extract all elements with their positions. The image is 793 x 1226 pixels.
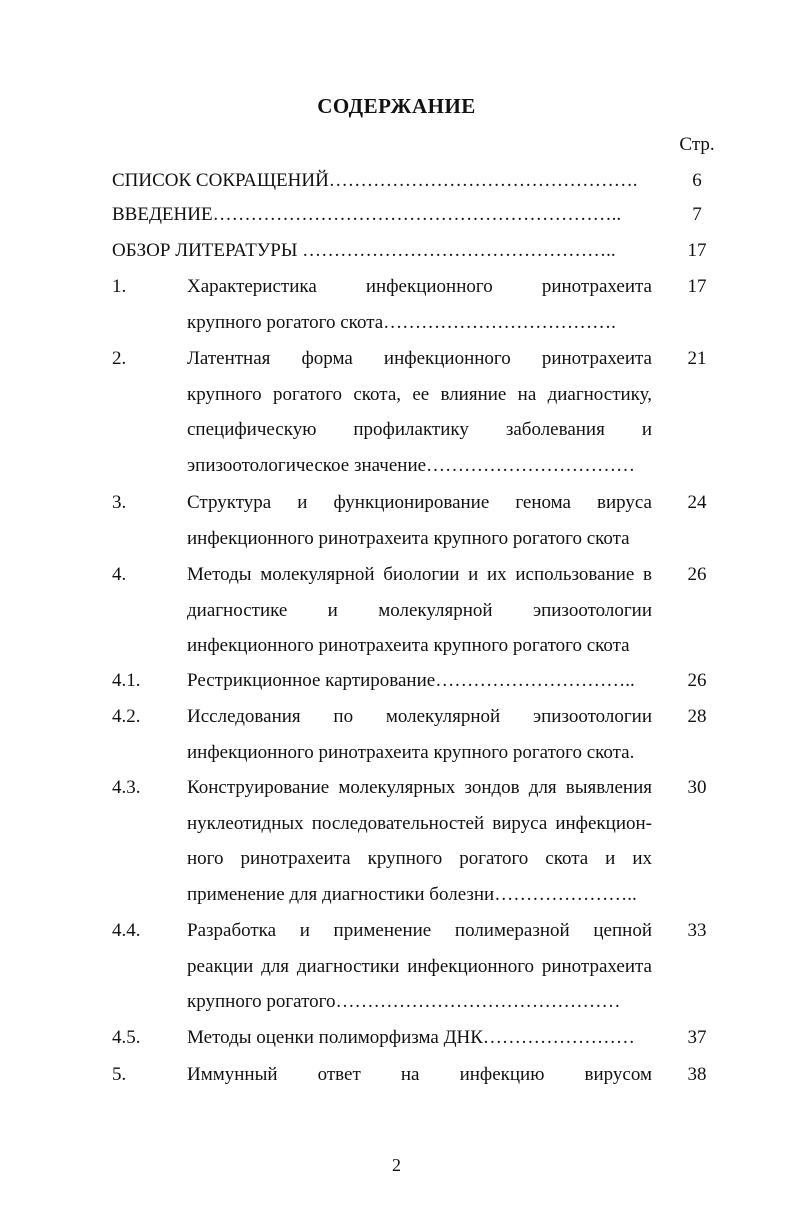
toc-entry-line[interactable]: Иммунный ответ на инфекцию вирусом — [187, 1064, 652, 1085]
pages-column-label: Стр. — [679, 134, 715, 155]
toc-page-number: 28 — [687, 706, 707, 727]
toc-page-number: 38 — [687, 1064, 707, 1085]
toc-page-number: 26 — [687, 670, 707, 691]
toc-entry-number: 3. — [112, 492, 127, 513]
toc-page-number: 6 — [692, 170, 702, 191]
toc-entry-number: 1. — [112, 276, 127, 297]
toc-entry-line: крупного рогатого……………………………………… — [187, 991, 621, 1012]
toc-page-number: 33 — [687, 920, 707, 941]
toc-entry-line[interactable]: Рестрикционное картирование………………………….. — [187, 670, 635, 691]
toc-entry-line: инфекционного ринотрахеита крупного рогатого скота. — [187, 741, 635, 763]
toc-entry-line[interactable]: Исследования по молекулярной эпизоотологии — [187, 706, 652, 727]
toc-entry-line: применение для диагностики болезни………………….. — [187, 883, 637, 905]
toc-entry-number: 4.3. — [112, 777, 141, 798]
toc-entry-number: 4. — [112, 564, 127, 585]
toc-entry-line: реакции для диагностики инфекционного ринотрахеита — [187, 955, 652, 977]
toc-entry-line: ного ринотрахеита крупного рогатого скота и их — [187, 848, 652, 869]
toc-entry-number: 4.5. — [112, 1027, 141, 1048]
toc-entry-line[interactable]: Методы молекулярной биологии и их использование в — [187, 564, 652, 585]
toc-entry-number: 2. — [112, 348, 127, 369]
toc-top-entry[interactable]: ОБЗОР ЛИТЕРАТУРЫ ………………………………………….. — [112, 240, 616, 261]
toc-entry-line: специфическую профилактику заболевания и — [187, 419, 652, 440]
toc-entry-line: инфекционного ринотрахеита крупного рогатого скота — [187, 635, 630, 656]
toc-page-number: 17 — [687, 240, 707, 261]
toc-entry-number: 4.1. — [112, 670, 141, 691]
toc-entry-line: диагностике и молекулярной эпизоотологии — [187, 599, 652, 621]
toc-entry-line: нуклеотидных последовательностей вируса инфекцион- — [187, 812, 652, 834]
toc-entry-line[interactable]: Конструирование молекулярных зондов для выявления — [187, 777, 652, 798]
toc-page-number: 21 — [687, 348, 707, 369]
toc-page-number: 37 — [687, 1027, 707, 1048]
toc-entry-line[interactable]: Характеристика инфекционного ринотрахеита — [187, 276, 652, 297]
toc-entry-number: 5. — [112, 1064, 127, 1085]
toc-top-entry[interactable]: ВВЕДЕНИЕ……………………………………………………….. — [112, 204, 622, 225]
page-number: 2 — [392, 1155, 401, 1175]
toc-entry-line: эпизоотологическое значение…………………………… — [187, 454, 636, 476]
toc-entry-line: крупного рогатого скота, ее влияние на диагностику, — [187, 383, 652, 405]
toc-page-number: 24 — [687, 492, 707, 513]
toc-page-number: 17 — [687, 276, 707, 297]
toc-top-entry[interactable]: СПИСОК СОКРАЩЕНИЙ…………………………………………. — [112, 170, 638, 191]
toc-page-number: 7 — [692, 204, 702, 225]
toc-entry-line: инфекционного ринотрахеита крупного рогатого скота — [187, 527, 630, 549]
toc-entry-number: 4.4. — [112, 920, 141, 941]
toc-entry-number: 4.2. — [112, 706, 141, 727]
toc-entry-line[interactable]: Разработка и применение полимеразной цепной — [187, 920, 652, 941]
toc-entry-line[interactable]: Структура и функционирование генома вируса — [187, 492, 652, 513]
page-title: СОДЕРЖАНИЕ — [317, 94, 476, 118]
toc-page-number: 26 — [687, 564, 707, 585]
toc-entry-line[interactable]: Латентная форма инфекционного ринотрахеита — [187, 348, 652, 369]
toc-page-number: 30 — [687, 777, 707, 798]
toc-entry-line: крупного рогатого скота………………………………. — [187, 311, 616, 333]
toc-entry-line[interactable]: Методы оценки полиморфизма ДНК…………………… — [187, 1027, 635, 1048]
